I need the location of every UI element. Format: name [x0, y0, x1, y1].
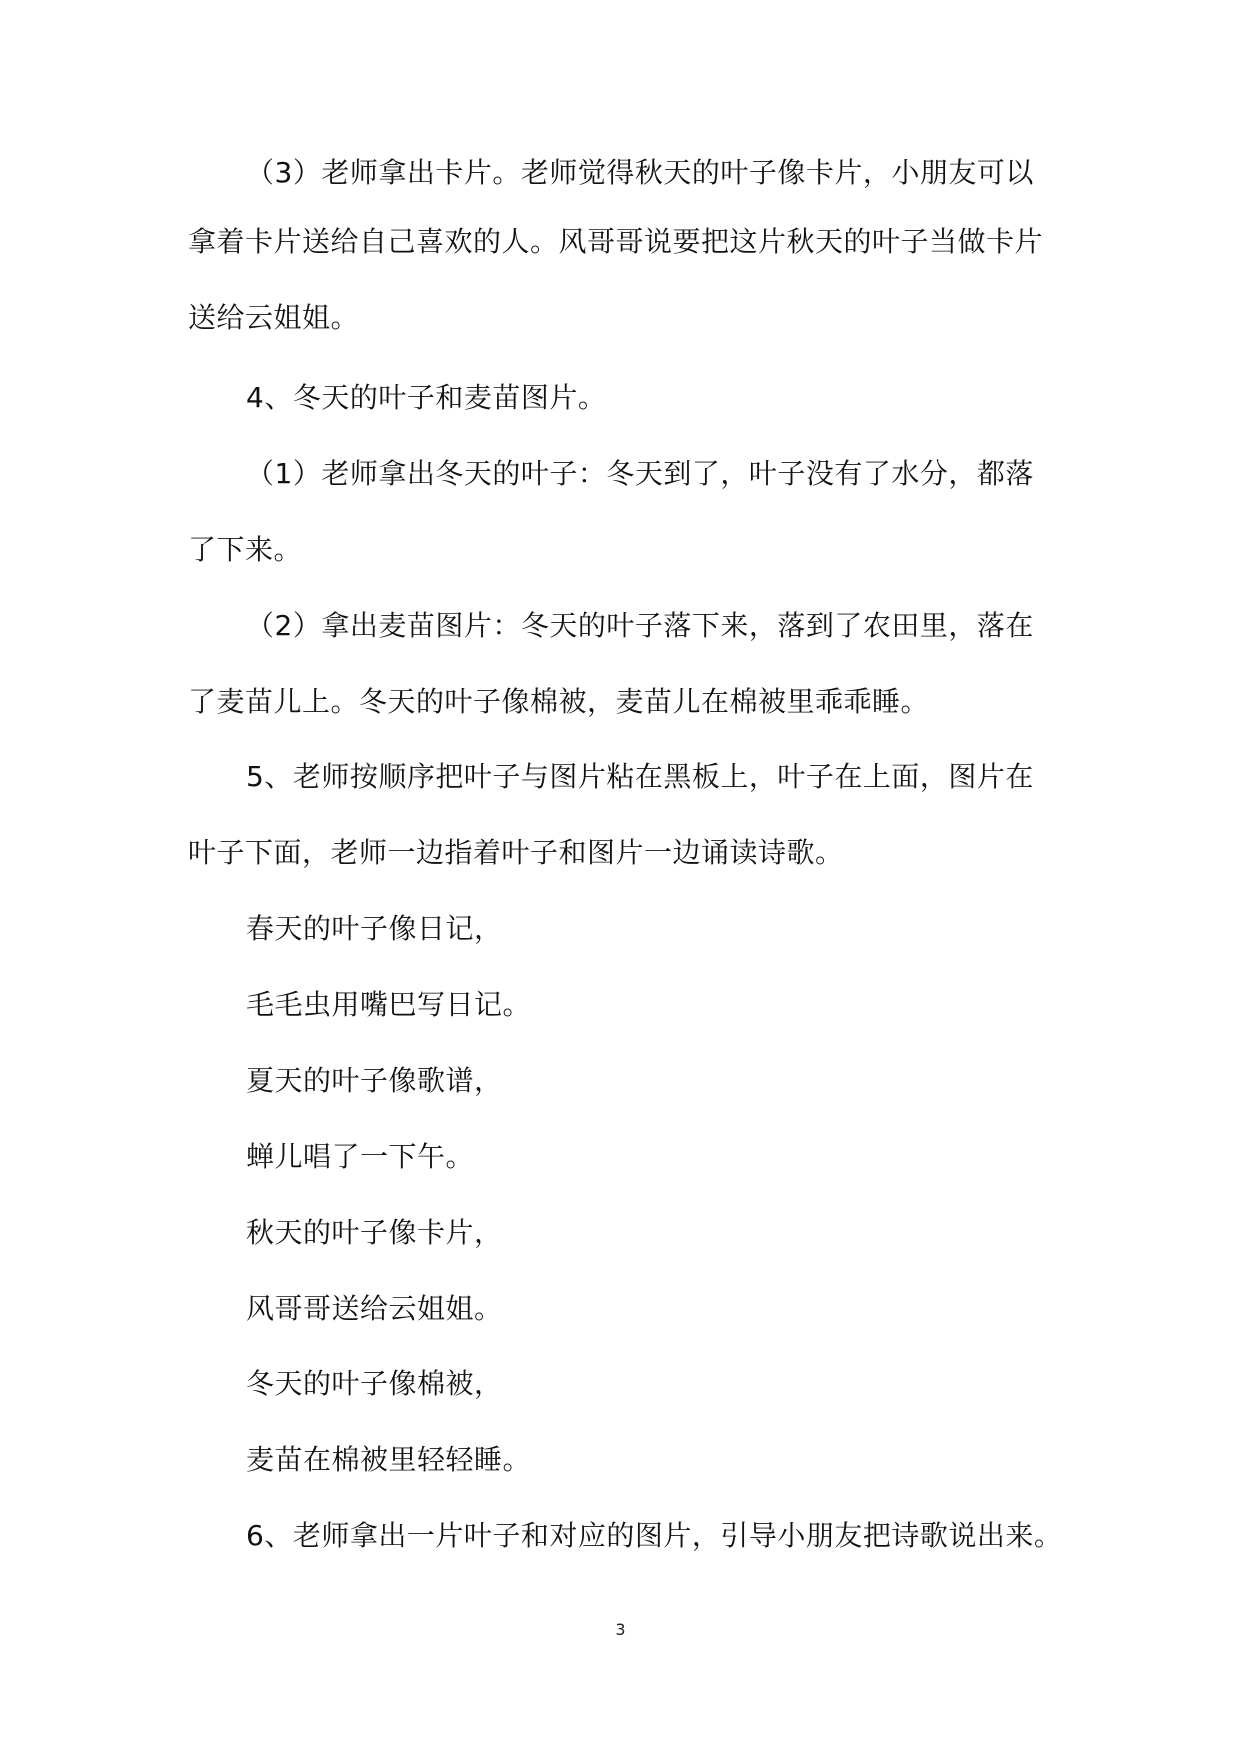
poem-line: 夏天的叶子像歌谱， — [246, 1064, 503, 1097]
paragraph-line: 了麦苗儿上。冬天的叶子像棉被，麦苗儿在棉被里乖乖睡。 — [188, 685, 930, 718]
paragraph-line: （2）拿出麦苗图片：冬天的叶子落下来，落到了农田里，落在 — [246, 609, 1034, 642]
paragraph-line: 4、冬天的叶子和麦苗图片。 — [246, 381, 607, 414]
paragraph-line: 了下来。 — [188, 533, 303, 566]
poem-line: 风哥哥送给云姐姐。 — [246, 1292, 503, 1325]
page-number: 3 — [615, 1620, 626, 1639]
poem-line: 秋天的叶子像卡片， — [246, 1216, 503, 1249]
paragraph-line: （3）老师拿出卡片。老师觉得秋天的叶子像卡片，小朋友可以 — [246, 156, 1034, 189]
poem-line: 冬天的叶子像棉被， — [246, 1367, 503, 1400]
paragraph-line: 叶子下面，老师一边指着叶子和图片一边诵读诗歌。 — [188, 836, 844, 869]
paragraph-line: 5、老师按顺序把叶子与图片粘在黑板上，叶子在上面，图片在 — [246, 760, 1034, 793]
paragraph-line: （1）老师拿出冬天的叶子：冬天到了，叶子没有了水分，都落 — [246, 457, 1034, 490]
paragraph-line: 拿着卡片送给自己喜欢的人。风哥哥说要把这片秋天的叶子当做卡片 — [188, 225, 1044, 258]
poem-line: 毛毛虫用嘴巴写日记。 — [246, 988, 532, 1021]
paragraph-line: 6、老师拿出一片叶子和对应的图片，引导小朋友把诗歌说出来。 — [246, 1519, 1063, 1552]
poem-line: 蝉儿唱了一下午。 — [246, 1140, 475, 1173]
paragraph-line: 送给云姐姐。 — [188, 301, 360, 334]
poem-line: 麦苗在棉被里轻轻睡。 — [246, 1443, 532, 1476]
poem-line: 春天的叶子像日记， — [246, 912, 503, 945]
